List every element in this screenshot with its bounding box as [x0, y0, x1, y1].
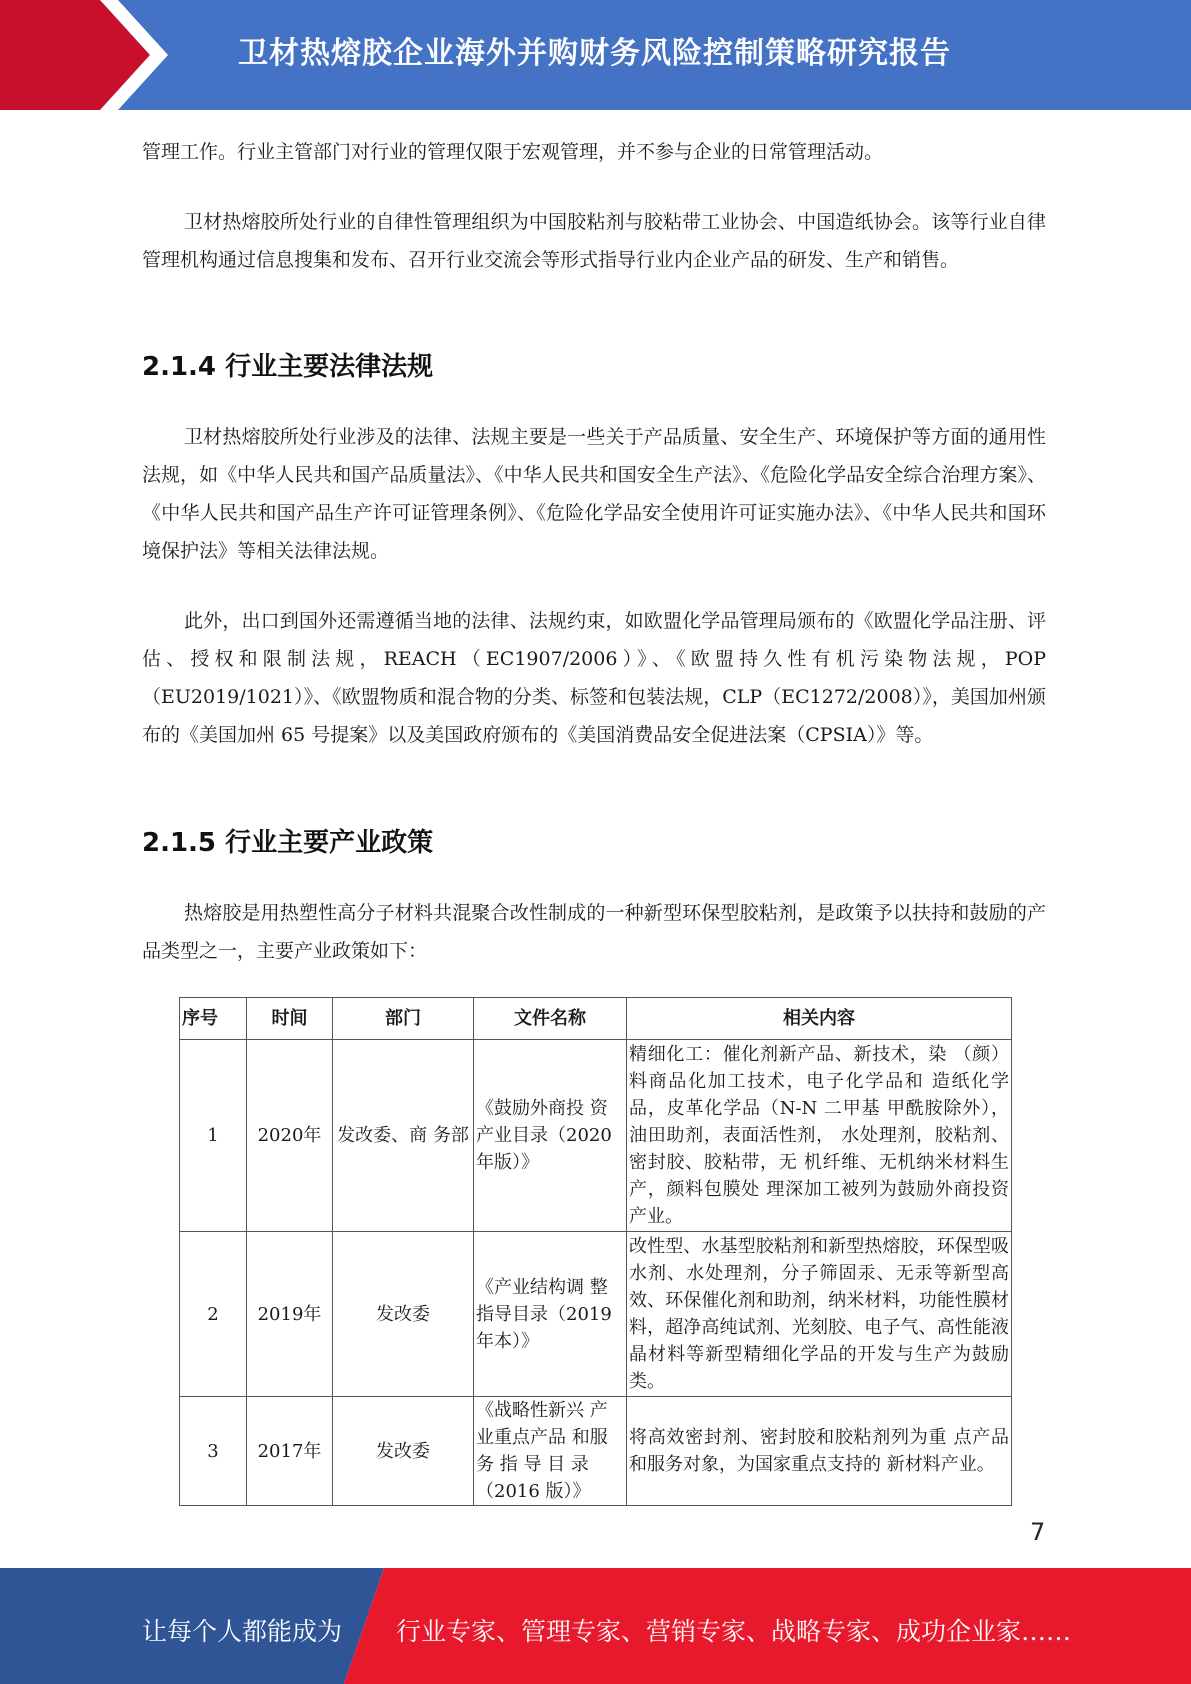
paragraph-self-regulation: 卫材热熔胶所处行业的自律性管理组织为中国胶粘剂与胶粘带工业协会、中国造纸协会。该等行业自律管理机构通过信息搜集和发布、召开行业交流会等形式指导行业内企业产品的研发、生产和销售。: [142, 211, 1046, 271]
page-header: [0, 0, 1191, 110]
table-row: [180, 1397, 1012, 1506]
section-heading-2-1-5: 2.1.5 行业主要产业政策: [142, 828, 434, 858]
cell-no: 3: [180, 1397, 247, 1506]
table-row: [180, 1040, 1012, 1232]
cell-content: 精细化工：催化剂新产品、新技术，染 （颜）料商品化加工技术，电子化学品和 造纸化学品，皮革化学品（N-N 二甲基 甲酰胺除外），油田助剂，表面活性剂， 水处理剂，胶粘剂、密封胶、胶粘带，无 机纤维、无机纳米材料生产，颜料包膜处 理深加工被列为鼓励外商投资产业。: [627, 1040, 1012, 1232]
table-row: [180, 1232, 1012, 1397]
table-header-row: [180, 998, 1012, 1040]
cell-dept: 发改委: [333, 1397, 474, 1506]
report-title: 卫材热熔胶企业海外并购财务风险控制策略研究报告: [238, 36, 951, 71]
cell-content: 将高效密封剂、密封胶和胶粘剂列为重 点产品和服务对象，为国家重点支持的 新材料产业。: [627, 1397, 1012, 1506]
cell-doc: 《产业结构调 整指导目录（2019 年本）》: [474, 1232, 627, 1397]
footer-slogan-right: 行业专家、管理专家、营销专家、战略专家、成功企业家……: [396, 1617, 1072, 1646]
header-time: 时间: [247, 998, 333, 1040]
header-doc: 文件名称: [474, 998, 627, 1040]
header-content: 相关内容: [627, 998, 1012, 1040]
header-dept: 部门: [333, 998, 474, 1040]
cell-time: 2017年: [247, 1397, 333, 1506]
policy-table: [179, 997, 1012, 1506]
cell-no: 2: [180, 1232, 247, 1397]
footer-slogan-left: 让每个人都能成为: [142, 1617, 343, 1646]
section-heading-2-1-4: 2.1.4 行业主要法律法规: [142, 352, 434, 382]
page-footer: [0, 1568, 1191, 1684]
header-no: 序号: [180, 998, 247, 1040]
cell-doc: 《战略性新兴 产业重点产品 和服务 指 导 目 录（2016 版）》: [474, 1397, 627, 1506]
paragraph-export-laws: 此外，出口到国外还需遵循当地的法律、法规约束，如欧盟化学品管理局颁布的《欧盟化学品注册、评估、授权和限制法规，REACH（EC1907/2006）》、《欧盟持久性有机污染物法规，POP（EU2019/1021）》、《欧盟物质和混合物的分类、标签和包装法规，CLP（EC1272/2008）》，美国加州颁布的《美国加州 65 号提案》以及美国政府颁布的《美国消费品安全促进法案（CPSIA）》等。: [142, 610, 1046, 746]
page-number: 7: [1030, 1518, 1046, 1546]
cell-no: 1: [180, 1040, 247, 1232]
paragraph-laws: 卫材热熔胶所处行业涉及的法律、法规主要是一些关于产品质量、安全生产、环境保护等方面的通用性法规，如《中华人民共和国产品质量法》、《中华人民共和国安全生产法》、《危险化学品安全综合治理方案》、《中华人民共和国产品生产许可证管理条例》、《危险化学品安全使用许可证实施办法》、《中华人民共和国环境保护法》等相关法律法规。: [142, 426, 1046, 562]
cell-time: 2019年: [247, 1232, 333, 1397]
cell-dept: 发改委: [333, 1232, 474, 1397]
cell-content: 改性型、水基型胶粘剂和新型热熔胶，环保型吸水剂、水处理剂，分子筛固汞、无汞等新型高效、环保催化剂和助剂，纳米材料，功能性膜材料，超净高纯试剂、光刻胶、电子气、高性能液晶材料等新型精细化学品的开发与生产为鼓励类。: [627, 1232, 1012, 1397]
cell-time: 2020年: [247, 1040, 333, 1232]
cell-doc: 《鼓励外商投 资产业目录（2020 年版）》: [474, 1040, 627, 1232]
cell-dept: 发改委、商 务部: [333, 1040, 474, 1232]
paragraph-management: 管理工作。行业主管部门对行业的管理仅限于宏观管理，并不参与企业的日常管理活动。: [142, 141, 884, 163]
paragraph-policy-intro: 热熔胶是用热塑性高分子材料共混聚合改性制成的一种新型环保型胶粘剂，是政策予以扶持和鼓励的产品类型之一，主要产业政策如下：: [142, 902, 1046, 962]
